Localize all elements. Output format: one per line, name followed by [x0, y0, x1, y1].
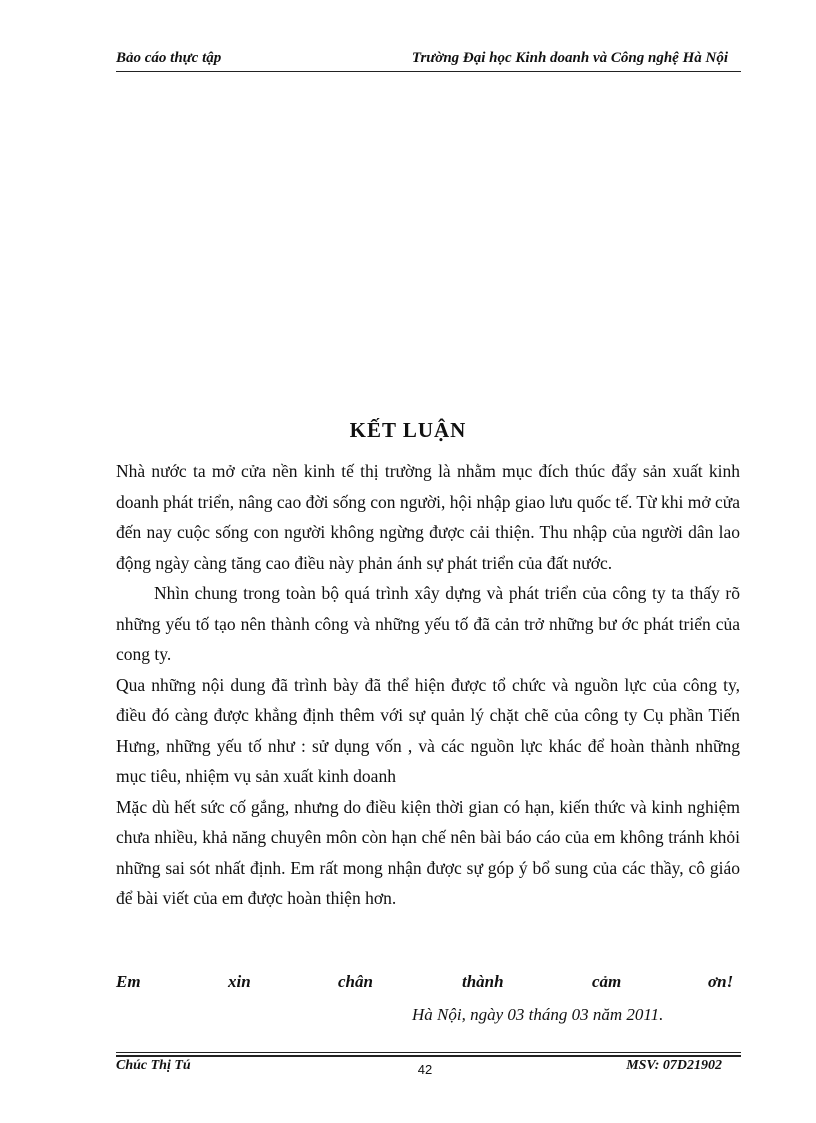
- paragraph-1: Nhà nước ta mở cửa nền kinh tế thị trường là nhằm mục đích thúc đẩy sản xuất kinh doanh phát triển, nâng cao đời sống con người, hội nhập giao lưu quốc tế. Từ khi mở cửa đến nay cuộc sống con người không ngừng được cải thiện. Thu nhập của người dân lao động ngày càng tăng cao điều này phản ánh sự phát triển của đất nước.: [116, 461, 740, 573]
- thanks-word: xin: [228, 972, 251, 991]
- footer-student-id: MSV: 07D21902: [626, 1058, 722, 1073]
- header-rule: [116, 71, 741, 72]
- thanks-word: ơn!: [708, 972, 734, 991]
- thanks-word: cảm: [592, 972, 622, 991]
- thanks-word: chân: [338, 972, 373, 991]
- thanks-line: [116, 972, 740, 998]
- date-line: Hà Nội, ngày 03 tháng 03 năm 2011.: [412, 1005, 664, 1024]
- paragraph-2: Nhìn chung trong toàn bộ quá trình xây dựng và phát triển của công ty ta thấy rõ những yếu tố tạo nên thành công và những yếu tố đã cản trở những bư ớc phát triển của cong ty.: [116, 583, 740, 664]
- footer-rule: [116, 1052, 741, 1053]
- header-right-text: Trường Đại học Kinh doanh và Công nghệ Hà Nội: [411, 50, 728, 66]
- paragraph-4: Mặc dù hết sức cố gắng, nhưng do điều kiện thời gian có hạn, kiến thức và kinh nghiệm chưa nhiều, khả năng chuyên môn còn hạn chế nên bài báo cáo của em không tránh khỏi những sai sót nhất định. Em rất mong nhận được sự góp ý bổ sung của các thầy, cô giáo để bài viết của em được hoàn thiện hơn.: [116, 796, 740, 908]
- paragraph-3: Qua những nội dung đã trình bày đã thể hiện được tổ chức và nguồn lực của công ty, điều đó càng được khẳng định thêm với sự quản lý chặt chẽ của công ty Cụ phần Tiến Hưng, những yếu tố như : sử dụng vốn , và các nguồn lực khác để hoàn thành những mục tiêu, nhiệm vụ sản xuất kinh doanh: [116, 674, 740, 786]
- footer-author: Chúc Thị Tú: [116, 1058, 191, 1073]
- thanks-word: Em: [116, 972, 141, 991]
- page-number: 42: [417, 1062, 433, 1077]
- footer-rule: [116, 1055, 741, 1057]
- header-left-text: Bảo cáo thực tập: [116, 50, 222, 66]
- thanks-word: thành: [462, 972, 504, 991]
- page-header: [116, 48, 740, 70]
- section-title: KẾT LUẬN: [349, 418, 467, 442]
- body-text: [116, 456, 740, 914]
